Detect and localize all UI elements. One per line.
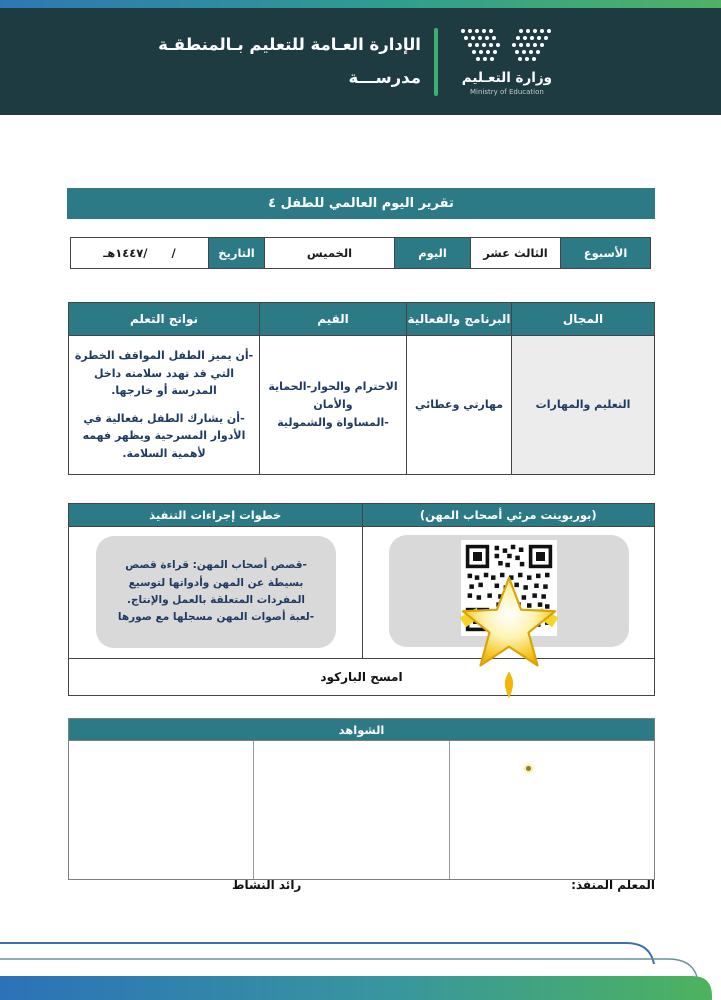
scan-barcode-row (69, 658, 654, 695)
gold-dot-marker (526, 766, 531, 771)
media-cell (362, 527, 655, 658)
values-line2: -المساواة والشمولية (277, 415, 389, 429)
day-label-cell: اليوم (394, 238, 470, 268)
implementation-table (68, 503, 655, 696)
top-gradient-strip (0, 0, 721, 8)
ministry-name-english: Ministry of Education (470, 88, 544, 96)
main-table-header (69, 303, 654, 336)
implementation-header (69, 504, 654, 527)
col-program: البرنامج والفعالية (406, 303, 511, 335)
department-title-block (158, 29, 421, 93)
evidence-table (68, 718, 655, 880)
week-label-cell: الأسبوع (560, 238, 650, 268)
ministry-logo-icon (461, 27, 553, 65)
step-1: -قصص أصحاب المهن: قراءة قصص بسيطة عن المهن وأدواتها لتوسيع المفردات المتعلقة بالعمل والإنتاج. (125, 559, 307, 606)
date-value-cell: / /١٤٤٧هـ (71, 238, 208, 268)
department-title: الإدارة العـامة للتعليم بـالمنطقـة (158, 35, 421, 55)
evidence-body (69, 741, 654, 879)
info-row (70, 237, 651, 269)
report-title-bar (67, 188, 655, 219)
header-divider (434, 28, 438, 96)
media-header-cell: (بوربوينت مرئي أصحاب المهن) (362, 504, 655, 526)
week-value-cell: الثالث عشر (470, 238, 560, 268)
evidence-cell-2 (253, 741, 448, 879)
main-table-row (69, 336, 654, 474)
step-2: -لعبة أصوات المهن مسجلها مع صورها (117, 611, 315, 624)
glowing-star-icon (455, 567, 563, 707)
evidence-header: الشواهد (69, 719, 654, 741)
main-table (68, 302, 655, 475)
qr-panel (389, 535, 629, 647)
date-label-cell: التاريخ (208, 238, 264, 268)
activity-leader-label: رائد النشاط (232, 878, 302, 892)
evidence-cell-3 (69, 741, 253, 879)
scan-barcode-label: امسح الباركود (320, 670, 403, 684)
ministry-name-arabic: وزارة التعـليم (461, 70, 553, 86)
report-title: تقرير اليوم العالمي للطفل ٤ (268, 196, 454, 211)
outcome-1: -أن يميز الطفل المواقف الخطرة التي قد تهدد سلامته داخل المدرسة أو خارجها. (74, 349, 254, 398)
col-values: القيم (259, 303, 406, 335)
school-name: مدرســـة (348, 67, 421, 87)
teacher-label: المعلم المنفذ: (571, 878, 655, 892)
values-cell (259, 336, 406, 474)
steps-cell (69, 527, 362, 658)
day-value-cell: الخميس (264, 238, 394, 268)
bottom-decoration (0, 930, 721, 1000)
outcome-2: -أن يشارك الطفل بفعالية في الأدوار المسرحية ويظهر فهمه لأهمية السلامة. (82, 411, 246, 460)
implementation-body (69, 527, 654, 658)
values-line1: الاحترام والحوار-الحماية والأمان (268, 380, 398, 411)
domain-cell: التعليم والمهارات (511, 336, 654, 474)
program-cell: مهارتي وعطائي (406, 336, 511, 474)
ministry-logo-block (451, 27, 563, 96)
ministry-header-band (0, 8, 721, 115)
col-domain: المجال (511, 303, 654, 335)
evidence-cell-1 (449, 741, 654, 879)
outcomes-cell (69, 336, 259, 474)
steps-header-cell: خطوات إجراءات التنفيذ (149, 508, 282, 522)
col-outcomes: نواتج التعلم (129, 312, 199, 326)
steps-panel (96, 536, 336, 648)
